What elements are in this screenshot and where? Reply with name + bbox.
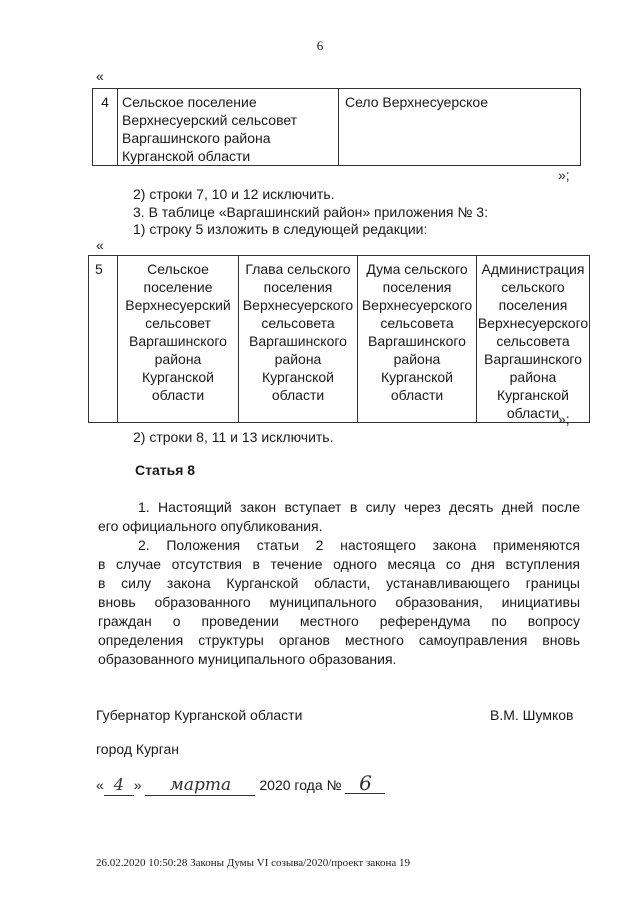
table2-cell-line: Администрация (481, 261, 585, 277)
governor-name: В.М. Шумков (490, 707, 574, 723)
table2-close-quote: »; (558, 411, 570, 427)
table2-cell-line: сельского (501, 279, 565, 295)
table1 (92, 88, 581, 166)
page-number: 6 (316, 38, 324, 53)
table2-cell-line: Дума сельского (366, 261, 468, 277)
article-p2-line: в случае отсутствия в течение одного месяца со дня вступления (98, 556, 580, 572)
table2-cell-line: района (393, 351, 441, 367)
table2-cell-line: района (274, 351, 322, 367)
date-month: марта (145, 775, 255, 796)
table1-close-quote: »; (558, 167, 570, 183)
line-table-vargashinsky: 3. В таблице «Варгашинский район» приложения № 3: (133, 204, 488, 220)
table1-cell-num: 4 (93, 89, 118, 166)
line-exclude-7-10-12: 2) строки 7, 10 и 12 исключить. (133, 186, 335, 202)
table2-cell-line: поселения (263, 279, 333, 295)
table1-name-line: Сельское поселение (122, 94, 257, 110)
table2 (88, 255, 590, 423)
table1-name-line: Верхнесуерский сельсовет (122, 112, 298, 128)
footer-file-path: 26.02.2020 10:50:28 Законы Думы VI созыва/2020/проект закона 19 (96, 857, 410, 869)
table2-cell-line: сельсовет (145, 315, 211, 331)
line-exclude-8-11-13: 2) строки 8, 11 и 13 исключить. (133, 429, 334, 445)
date-day: 4 (104, 775, 134, 796)
table2-cell-line: области (271, 387, 325, 403)
table2-cell-line: Верхнесуерский (125, 297, 231, 313)
article-paragraph-1 (98, 498, 580, 536)
table2-cell-duma (358, 256, 477, 423)
table2-cell-line: Варгашинского (484, 351, 582, 367)
table2-open-quote: « (96, 237, 104, 253)
table2-cell-line: области (390, 387, 444, 403)
article-p1-line: его официального опубликования. (98, 518, 323, 534)
signing-date-line (96, 773, 385, 796)
table2-cell-line: сельсовета (380, 315, 454, 331)
table2-cell-line: Варгашинского (129, 333, 227, 349)
table2-cell-line: сельсовета (496, 333, 570, 349)
article-p2-line: образованного муниципального образования. (98, 651, 397, 667)
table2-cell-line: поселение (143, 279, 213, 295)
article-paragraph-2 (98, 536, 580, 669)
table2-cell-line: поселения (382, 279, 452, 295)
date-open-quote: « (96, 777, 104, 793)
date-year-text: 2020 года № (259, 777, 342, 793)
law-number: 6 (345, 773, 385, 794)
table2-cell-head (239, 256, 358, 423)
table2-cell-line: сельсовета (261, 315, 335, 331)
table2-cell-line: области (151, 387, 205, 403)
table2-cell-settlement (118, 256, 239, 423)
article-p2-line: граждан о проведении местного референдума по вопросу (98, 613, 580, 629)
table2-cell-line: Глава сельского (245, 261, 351, 277)
table2-cell-administration (477, 256, 590, 423)
table2-cell-line: Варгашинского (368, 333, 466, 349)
article-p1-line: 1. Настоящий закон вступает в силу через десять дней после (138, 499, 580, 515)
table1-cell-name (118, 89, 339, 166)
table2-cell-line: Курганской (381, 369, 453, 385)
city-name: город Курган (96, 741, 180, 757)
table2-cell-line: поселения (498, 297, 568, 313)
table2-cell-line: района (154, 351, 202, 367)
table2-cell-line: области (506, 405, 560, 421)
table2-row (89, 256, 590, 423)
table1-open-quote: « (96, 68, 104, 84)
article-p2-line: определения структуры органов местного самоуправления вновь (98, 632, 580, 648)
table2-cell-line: Сельское (147, 261, 209, 277)
table2-cell-line: района (509, 369, 557, 385)
governor-title: Губернатор Курганской области (96, 707, 303, 723)
table1-cell-center: Село Верхнесуерское (339, 89, 581, 166)
table2-cell-line: Курганской (262, 369, 334, 385)
table2-cell-line: Варгашинского (249, 333, 347, 349)
table2-cell-line: Верхнесуерского (242, 297, 354, 313)
article-p2-line: вновь образованного муниципального образования, инициативы (98, 594, 580, 610)
line-row5-edit: 1) строку 5 изложить в следующей редакции: (133, 221, 428, 237)
article-title: Статья 8 (135, 462, 196, 478)
table2-cell-line: Курганской (497, 387, 569, 403)
article-p2-line: в силу закона Курганской области, устанавливающего границы (98, 575, 580, 591)
table2-cell-line: Верхнесуерского (477, 315, 589, 331)
table1-row (93, 89, 581, 166)
table2-cell-line: Верхнесуерского (361, 297, 473, 313)
table2-cell-num: 5 (89, 256, 118, 423)
article-p2-line: 2. Положения статьи 2 настоящего закона применяются (138, 537, 580, 553)
table1-name-line: Курганской области (122, 148, 251, 164)
table2-cell-line: Курганской (142, 369, 214, 385)
date-close-quote: » (133, 777, 142, 793)
table1-name-line: Варгашинского района (122, 130, 271, 146)
